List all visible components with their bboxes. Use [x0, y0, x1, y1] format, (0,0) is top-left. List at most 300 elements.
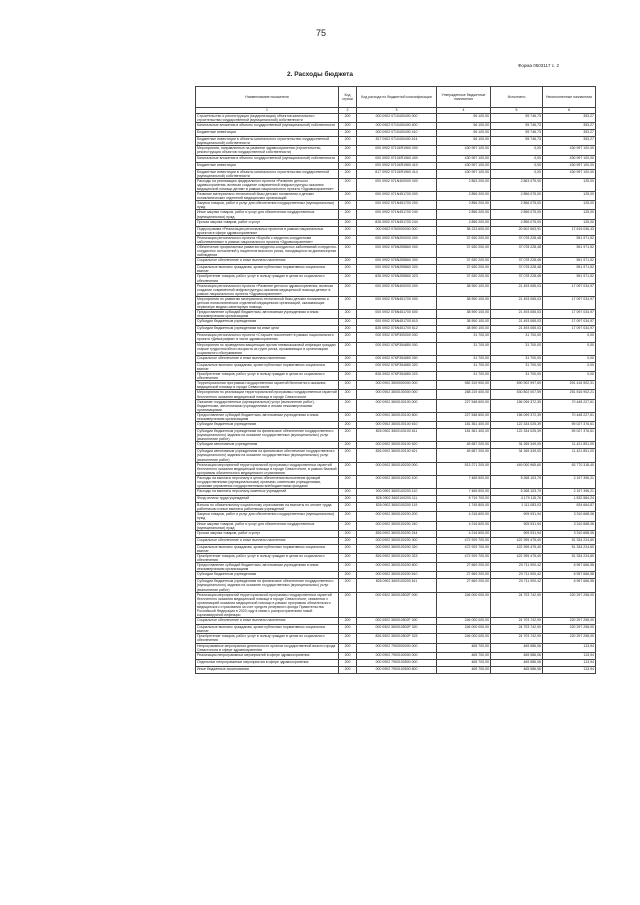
row-name: Приобретение товаров, работ, услуг в пользу граждан в целях их социального обеспечения — [196, 274, 339, 283]
row-class-code: 000 0902 3600100100 600 — [357, 412, 437, 421]
row-class-code: 000 0902 0710400400 410 — [357, 130, 437, 137]
row-class-code: 826 0902 076N451700 612 — [357, 326, 437, 333]
row-remaining: 51 334 224,60 — [543, 537, 596, 544]
row-remaining: 113,94 — [543, 659, 596, 666]
row-name: Субсидии бюджетным учреждениям — [196, 319, 339, 326]
row-name: Бюджетные инвестиции — [196, 162, 339, 169]
row-executed: 465 586,06 — [491, 659, 543, 666]
col-number: 1 — [196, 108, 339, 114]
table-row — [196, 162, 596, 169]
row-class-code: 000 0902 076P354680 320 — [357, 362, 437, 371]
row-name: Капитальные вложения в объекты государственной (муниципальной) собственности — [196, 155, 339, 162]
row-name: Расходы на выплаты персоналу в целях обеспечения выполнения функций государственными (муниципальными) органами, казенными учреждениями, органами управления государственными внебюджетными фондами — [196, 475, 339, 488]
row-approved: 4 216 600,00 — [437, 512, 491, 521]
table-row — [196, 265, 596, 274]
row-line-code: 200 — [339, 442, 357, 449]
row-approved: 38 590 100,00 — [437, 326, 491, 333]
row-class-code: 000 0902 076N451700 600 — [357, 310, 437, 319]
row-remaining: 125,00 — [543, 192, 596, 201]
row-class-code: 000 0902 0710400400 000 — [357, 114, 437, 123]
col-number: 3 — [357, 108, 437, 114]
table-body — [196, 114, 596, 674]
table-row — [196, 512, 596, 521]
row-name: Территориальная программа государственных гарантий бесплатного оказания медицинской помощи в городе Севастополе — [196, 381, 339, 390]
row-line-code: 200 — [339, 521, 357, 530]
row-class-code: 000 0902 3600100200 610 — [357, 572, 437, 579]
row-line-code: 200 — [339, 537, 357, 544]
table-row — [196, 326, 596, 333]
row-approved: 31 700,00 — [437, 342, 491, 355]
row-executed: 55 746,73 — [491, 137, 543, 146]
row-approved: 37 630 200,00 — [437, 235, 491, 244]
row-remaining: 3 310 668,06 — [543, 521, 596, 530]
table-row — [196, 319, 596, 326]
row-approved: 37 630 200,00 — [437, 274, 491, 283]
header-code-row: Код строки — [339, 87, 357, 108]
row-name: Мероприятия по проведению вакцинации против пневмококковой инфекции граждан старше трудоспособного возраста из групп риска, проживающих в организациях социального обслуживания — [196, 342, 339, 355]
row-name: Социальные выплаты гражданам, кроме публичных нормативных социальных выплат — [196, 362, 339, 371]
row-class-code: 826 0902 3600100200 111 — [357, 496, 437, 503]
row-executed: 905 931,94 — [491, 521, 543, 530]
table-row — [196, 226, 596, 235]
table-row — [196, 169, 596, 178]
row-executed: 24 703 742,90 — [491, 618, 543, 625]
row-executed: 905 931,94 — [491, 512, 543, 521]
table-row — [196, 462, 596, 475]
table-row — [196, 592, 596, 618]
row-remaining: 0,00 — [543, 342, 596, 355]
row-executed: 630 802 007,59 — [491, 390, 543, 399]
row-remaining: 220 297 258,00 — [543, 592, 596, 618]
row-line-code: 200 — [339, 544, 357, 553]
row-name: Расходы на выплаты персоналу казенных учреждений — [196, 489, 339, 496]
row-executed: 2 856 075,00 — [491, 219, 543, 226]
row-remaining: 17 619 036,43 — [543, 226, 596, 235]
row-remaining: 0,00 — [543, 355, 596, 362]
header-code-class: Код расхода по бюджетной классификации — [357, 87, 437, 108]
row-name: Реализация мероприятий территориальной программы государственных гарантий бесплатного оказания медицинской помощи в городе Севастополе, в рамках базовой программы обязательного медицинского страхования — [197, 462, 337, 475]
row-line-code: 200 — [339, 592, 357, 618]
row-class-code: 000 0902 076N451700 610 — [357, 319, 437, 326]
row-name: Субсидии бюджетным учреждениям — [196, 572, 339, 579]
row-name: Субсидии бюджетным учреждениям на финансовое обеспечение государственного (муниципального) задания на оказание государственных (муниципальных) услуг (выполнение работ) — [196, 429, 339, 442]
row-line-code: 200 — [339, 201, 357, 210]
row-class-code: 826 0902 360010502F 323 — [357, 634, 437, 643]
row-class-code: 000 0902 071N400000 000 — [357, 178, 437, 191]
row-remaining: 6 957 666,58 — [543, 563, 596, 572]
row-class-code: 826 0902 3600100100 611 — [357, 429, 437, 442]
row-approved: 2 863 200,00 — [437, 178, 491, 191]
row-class-code: 000 0902 360010502F 000 — [357, 592, 437, 618]
row-class-code: 000 0902 076N400000 000 — [357, 283, 437, 296]
table-row — [196, 274, 596, 283]
row-remaining: 551 971,52 — [543, 258, 596, 265]
row-executed: 21 493 065,03 — [491, 326, 543, 333]
row-class-code: 817 0902 07104R1960 414 — [357, 169, 437, 178]
row-remaining: 2 197 396,21 — [543, 475, 596, 488]
table-row — [196, 666, 596, 673]
row-executed: 465 586,06 — [491, 643, 543, 652]
row-approved: 227 548 600,00 — [437, 412, 491, 421]
row-name: Мероприятия, направленные на развитие здравоохранения (строительство, реконструкция объектов государственной собственности) — [196, 146, 339, 155]
row-approved: 246 000 000,00 — [437, 634, 491, 643]
row-approved: 430 997 100,00 — [437, 162, 491, 169]
row-executed: 55 746,73 — [491, 114, 543, 123]
row-line-code: 200 — [339, 265, 357, 274]
table-row — [196, 579, 596, 592]
row-approved: 465 700,00 — [437, 659, 491, 666]
row-class-code: 000 0902 3600100000 000 — [357, 390, 437, 399]
row-remaining: 17 097 034,97 — [543, 310, 596, 319]
row-executed: 24 703 742,90 — [491, 592, 543, 618]
row-line-code: 200 — [339, 362, 357, 371]
row-class-code: 000 0902 076P354680 000 — [357, 342, 437, 355]
row-approved: 45 687 200,00 — [437, 449, 491, 462]
row-remaining: 125,00 — [543, 201, 596, 210]
row-name: Иные бюджетные ассигнования — [196, 666, 339, 673]
row-approved: 4 216 600,00 — [437, 521, 491, 530]
table-row — [196, 137, 596, 146]
row-name: Оказание государственных (муниципальных) услуг (выполнение работ), бюджетными, автономными учреждениями и иными некоммерческими организациями — [196, 399, 339, 412]
table-row — [196, 362, 596, 371]
table-row — [196, 342, 596, 355]
row-executed: 0,00 — [491, 169, 543, 178]
row-line-code: 200 — [339, 178, 357, 191]
row-approved: 181 361 400,00 — [437, 422, 491, 429]
row-executed: 31 700,00 — [491, 342, 543, 355]
row-approved: 1 745 800,00 — [437, 503, 491, 512]
row-remaining: 63 770 318,40 — [543, 462, 596, 475]
row-executed: 55 746,73 — [491, 130, 543, 137]
row-line-code: 200 — [339, 422, 357, 429]
col-number: 5 — [491, 108, 543, 114]
table-row — [196, 489, 596, 496]
row-remaining: 220 297 258,00 — [543, 634, 596, 643]
row-remaining: 0,00 — [543, 362, 596, 371]
row-approved: 37 630 200,00 — [437, 244, 491, 257]
row-name: Предоставление субсидий бюджетным, автономным учреждениям и иным некоммерческим организациям — [196, 563, 339, 572]
row-approved: 38 590 100,00 — [437, 319, 491, 326]
row-line-code: 200 — [339, 429, 357, 442]
row-line-code: 200 — [339, 310, 357, 319]
row-remaining: 430 997 100,00 — [543, 155, 596, 162]
row-line-code: 200 — [339, 512, 357, 521]
row-class-code: 000 0902 3600100200 240 — [357, 521, 437, 530]
row-executed: 422 395 475,40 — [491, 537, 543, 544]
row-class-code: 000 0902 3600100200 300 — [357, 537, 437, 544]
table-row — [196, 553, 596, 562]
row-line-code: 200 — [339, 274, 357, 283]
row-remaining: 70 448 227,61 — [543, 412, 596, 421]
row-class-code: 000 0902 076N255860 000 — [357, 244, 437, 257]
table-row — [196, 219, 596, 226]
row-class-code: 000 0902 07104R1960 000 — [357, 146, 437, 155]
row-approved: 227 548 600,00 — [437, 399, 491, 412]
row-executed: 2 856 075,00 — [491, 192, 543, 201]
row-line-code: 200 — [339, 342, 357, 355]
row-line-code: 200 — [339, 137, 357, 146]
row-line-code: 200 — [339, 579, 357, 592]
row-remaining: 113,94 — [543, 643, 596, 652]
row-class-code: 826 0902 076P354680 323 — [357, 372, 437, 381]
row-approved: 38 590 100,00 — [437, 296, 491, 309]
row-name: Расходы на реализацию федерального проекта «Развитие детского здравоохранения, включая создание современной инфраструктуры оказания медицинской помощи детям» в рамках национального проекта «Здравоохранение» — [196, 178, 339, 191]
row-class-code: 000 0902 7900000000 000 — [357, 643, 437, 652]
row-remaining: 3 310 668,06 — [543, 530, 596, 537]
row-executed: 31 700,00 — [491, 372, 543, 381]
row-approved: 2 856 200,00 — [437, 192, 491, 201]
row-executed: 20 711 900,42 — [491, 572, 543, 579]
expenses-table — [195, 86, 596, 674]
row-remaining: 17 097 034,97 — [543, 326, 596, 333]
row-executed: 34 265 349,00 — [491, 449, 543, 462]
row-line-code: 200 — [339, 572, 357, 579]
row-name: Развитие материально-технической базы детских поликлиник и детских поликлинических отделений медицинских организаций — [196, 192, 339, 201]
row-line-code: 200 — [339, 399, 357, 412]
row-approved: 38 223 600,00 — [437, 226, 491, 235]
row-name: Субсидии бюджетным учреждениям на финансовое обеспечение государственного (муниципального) задания на оказание государственных (муниципальных) услуг (выполнение работ) — [196, 579, 339, 592]
row-executed: 31 700,00 — [491, 355, 543, 362]
table-row — [196, 399, 596, 412]
row-approved: 7 465 500,00 — [437, 489, 491, 496]
table-row — [196, 283, 596, 296]
row-name: Социальное обеспечение и иные выплаты населению — [196, 355, 339, 362]
row-line-code: 200 — [339, 235, 357, 244]
row-remaining: 220 297 258,00 — [543, 625, 596, 634]
row-name: Реализация регионального проекта «Развитие детского здравоохранения, включая создание современной инфраструктуры оказания медицинской помощи детям» в рамках национального проекта «Здравоохранение» — [196, 283, 339, 296]
header-name: Наименование показателя — [196, 87, 339, 108]
row-executed: 465 586,06 — [491, 666, 543, 673]
row-executed: 5 268 103,79 — [491, 489, 543, 496]
row-approved: 31 700,00 — [437, 333, 491, 342]
row-class-code: 826 0902 071N451700 244 — [357, 219, 437, 226]
row-executed: 31 700,00 — [491, 333, 543, 342]
row-class-code: 000 0902 076N255860 300 — [357, 258, 437, 265]
row-name: Социальное обеспечение и иные выплаты населению — [196, 258, 339, 265]
header-approved: Утвержденные бюджетные назначения — [437, 87, 491, 108]
row-remaining: 59 027 376,61 — [543, 422, 596, 429]
row-class-code: 000 0902 3600100200 600 — [357, 563, 437, 572]
row-remaining: 551 971,52 — [543, 265, 596, 274]
row-class-code: 000 0902 7900100000 000 — [357, 652, 437, 659]
row-approved: 246 000 000,00 — [437, 592, 491, 618]
row-line-code: 200 — [339, 412, 357, 421]
row-class-code: 000 0902 0760000000 000 — [357, 226, 437, 235]
row-executed: 20 711 900,42 — [491, 579, 543, 592]
row-remaining: 51 334 224,60 — [543, 553, 596, 562]
row-name: Реализация регионального проекта «Старшее поколение» в рамках национального проекта «Демография» в части здравоохранения — [196, 333, 339, 342]
row-approved: 31 700,00 — [437, 372, 491, 381]
row-class-code: 826 0902 3600100200 323 — [357, 553, 437, 562]
row-approved: 430 997 100,00 — [437, 155, 491, 162]
table-row — [196, 296, 596, 309]
row-name: Закупка товаров, работ и услуг для обеспечения государственных (муниципальных) нужд — [196, 512, 339, 521]
row-executed: 55 746,73 — [491, 123, 543, 130]
table-row — [196, 442, 596, 449]
row-class-code: 826 0902 3600100200 119 — [357, 503, 437, 512]
row-executed: 0,00 — [491, 162, 543, 169]
row-line-code: 200 — [339, 503, 357, 512]
row-executed: 37 078 228,48 — [491, 265, 543, 274]
row-class-code: 000 0902 07104R1960 400 — [357, 155, 437, 162]
header-unexecuted: Неисполненные назначения — [543, 87, 596, 108]
row-approved: 56 100,00 — [437, 130, 491, 137]
row-line-code: 200 — [339, 659, 357, 666]
row-name: Обеспечение профилактики развития сердечно-сосудистых заболеваний и сердечно-сосудистых осложнений у пациентов высокого риска, находящихся на диспансерном наблюдении — [197, 244, 337, 258]
row-remaining: 0,00 — [543, 372, 596, 381]
section-title: 2. Расходы бюджета — [287, 71, 353, 78]
row-class-code: 000 0902 071N451700 240 — [357, 210, 437, 219]
row-executed: 2 863 075,00 — [491, 178, 543, 191]
row-remaining: 113,94 — [543, 652, 596, 659]
row-line-code: 200 — [339, 319, 357, 326]
row-name: Подпрограмма «Реализация региональных проектов в рамках национальных проектов в сфере здравоохранения» — [196, 226, 339, 235]
row-class-code: 000 0902 3600100200 320 — [357, 544, 437, 553]
row-remaining: 70 448 227,61 — [543, 399, 596, 412]
row-name: Иные закупки товаров, работ и услуг для обеспечения государственных (муниципальных) нужд — [196, 210, 339, 219]
table-row — [196, 496, 596, 503]
row-executed: 465 586,06 — [491, 652, 543, 659]
row-class-code: 826 0902 076N255860 323 — [357, 274, 437, 283]
row-class-code: 000 0902 3600100200 100 — [357, 475, 437, 488]
table-row — [196, 521, 596, 530]
row-name: Мероприятия по реализации территориальной программы государственных гарантий бесплатного оказания медицинской помощи в городе Севастополе — [197, 390, 337, 399]
table-row — [196, 178, 596, 191]
row-name: Капитальные вложения в объекты государственной (муниципальной) собственности — [196, 123, 339, 130]
row-executed: 0,00 — [491, 155, 543, 162]
table-row — [196, 503, 596, 512]
row-approved: 2 856 200,00 — [437, 210, 491, 219]
row-executed: 156 099 372,39 — [491, 412, 543, 421]
table-row — [196, 130, 596, 137]
table-row — [196, 429, 596, 442]
table-row — [196, 355, 596, 362]
row-remaining: 17 097 034,97 — [543, 283, 596, 296]
row-approved: 513 271 200,00 — [437, 462, 491, 475]
row-approved: 56 100,00 — [437, 123, 491, 130]
row-class-code: 817 0902 0710400400 414 — [357, 137, 437, 146]
row-line-code: 200 — [339, 618, 357, 625]
table-row — [196, 412, 596, 421]
row-remaining: 17 097 034,97 — [543, 319, 596, 326]
row-line-code: 200 — [339, 381, 357, 390]
row-class-code: 000 0902 3500000000 000 — [357, 381, 437, 390]
col-number: 4 — [437, 108, 491, 114]
row-class-code: 826 0902 3600100200 244 — [357, 530, 437, 537]
row-class-code: 000 0902 360010502F 320 — [357, 625, 437, 634]
row-name: Субсидии бюджетным учреждениям — [196, 422, 339, 429]
row-remaining: 11 421 851,00 — [543, 442, 596, 449]
row-line-code: 200 — [339, 226, 357, 235]
table-row — [196, 333, 596, 342]
row-remaining: 3 310 668,06 — [543, 512, 596, 521]
row-approved: 37 630 200,00 — [437, 258, 491, 265]
row-line-code: 200 — [339, 625, 357, 634]
row-executed: 21 493 065,03 — [491, 310, 543, 319]
row-line-code: 200 — [339, 130, 357, 137]
row-executed: 37 078 228,48 — [491, 258, 543, 265]
row-name: Реализация регионального проекта «Борьба с сердечно-сосудистыми заболеваниями» в рамках национального проекта «Здравоохранение» — [196, 235, 339, 244]
row-executed: 422 395 475,40 — [491, 544, 543, 553]
row-name: Мероприятия по развитию материально-технической базы детских поликлиник и детских поликлинических отделений медицинских организаций, оказывающих первичную медико-санитарную помощь — [196, 296, 339, 309]
row-approved: 37 630 200,00 — [437, 265, 491, 274]
table-row — [196, 258, 596, 265]
row-remaining: 2 197 396,21 — [543, 489, 596, 496]
row-executed: 34 265 349,00 — [491, 442, 543, 449]
row-name: Бюджетные инвестиции — [196, 130, 339, 137]
row-executed: 4 179 115,76 — [491, 496, 543, 503]
row-class-code: 000 0902 076N255860 320 — [357, 265, 437, 274]
row-approved: 430 997 100,00 — [437, 169, 491, 178]
table-row — [196, 618, 596, 625]
row-executed: 2 856 075,00 — [491, 210, 543, 219]
row-approved: 27 669 200,00 — [437, 579, 491, 592]
row-class-code: 000 0902 07104R1960 410 — [357, 162, 437, 169]
row-line-code: 200 — [339, 489, 357, 496]
header-executed: Исполнено — [491, 87, 543, 108]
row-approved: 472 929 700,00 — [437, 537, 491, 544]
row-remaining: 125,00 — [543, 219, 596, 226]
row-name: Предоставление субсидий бюджетным, автономным учреждениям и иным некоммерческим организациям — [196, 412, 339, 421]
row-line-code: 200 — [339, 210, 357, 219]
row-executed: 5 268 103,79 — [491, 475, 543, 488]
row-approved: 246 000 000,00 — [437, 625, 491, 634]
row-class-code: 000 0902 7900100500 800 — [357, 666, 437, 673]
row-name: Приобретение товаров, работ, услуг в пользу граждан в целях их социального обеспечения — [196, 553, 339, 562]
row-class-code: 000 0902 360010502F 300 — [357, 618, 437, 625]
row-remaining: 125,00 — [543, 210, 596, 219]
row-remaining: 59 027 376,61 — [543, 429, 596, 442]
row-approved: 465 700,00 — [437, 666, 491, 673]
row-approved: 181 361 400,00 — [437, 429, 491, 442]
row-line-code: 200 — [339, 114, 357, 123]
table-row — [196, 155, 596, 162]
row-class-code: 000 0902 071N451700 200 — [357, 201, 437, 210]
row-executed: 37 078 228,48 — [491, 274, 543, 283]
row-approved: 38 590 100,00 — [437, 310, 491, 319]
row-executed: 449 000 965,60 — [491, 462, 543, 475]
row-name: Непрограммные мероприятия деятельности органов государственной власти города Севастополя в сфере здравоохранения — [196, 643, 339, 652]
row-executed: 2 856 075,00 — [491, 201, 543, 210]
row-executed: 21 493 065,03 — [491, 296, 543, 309]
row-executed: 37 078 228,48 — [491, 235, 543, 244]
table-row — [196, 210, 596, 219]
row-line-code: 200 — [339, 372, 357, 381]
table-row — [196, 235, 596, 244]
row-line-code: 200 — [339, 530, 357, 537]
row-name: Фонд оплаты труда учреждений — [196, 496, 339, 503]
table-row — [196, 114, 596, 123]
row-remaining: 353,27 — [543, 137, 596, 146]
row-approved: 27 669 200,00 — [437, 572, 491, 579]
row-class-code: 826 0902 3600100200 611 — [357, 579, 437, 592]
row-name: Социальные выплаты гражданам, кроме публичных нормативных социальных выплат — [196, 265, 339, 274]
row-name: Прочая закупка товаров, работ и услуг — [196, 219, 339, 226]
row-class-code: 000 0902 076N451700 000 — [357, 296, 437, 309]
row-line-code: 200 — [339, 296, 357, 309]
row-line-code: 200 — [339, 462, 357, 475]
row-executed: 122 334 025,39 — [491, 422, 543, 429]
row-remaining: 17 097 034,97 — [543, 296, 596, 309]
table-header-row — [196, 87, 596, 108]
row-name: Прочая закупка товаров, работ и услуг — [196, 530, 339, 537]
table-row — [196, 381, 596, 390]
table-row — [196, 475, 596, 488]
row-approved: 982 319 900,00 — [437, 381, 491, 390]
row-approved: 31 700,00 — [437, 355, 491, 362]
row-name: Закупка товаров, работ и услуг для обеспечения государственных (муниципальных) нужд — [196, 201, 339, 210]
row-name: Социальные выплаты гражданам, кроме публичных нормативных социальных выплат — [196, 625, 339, 634]
